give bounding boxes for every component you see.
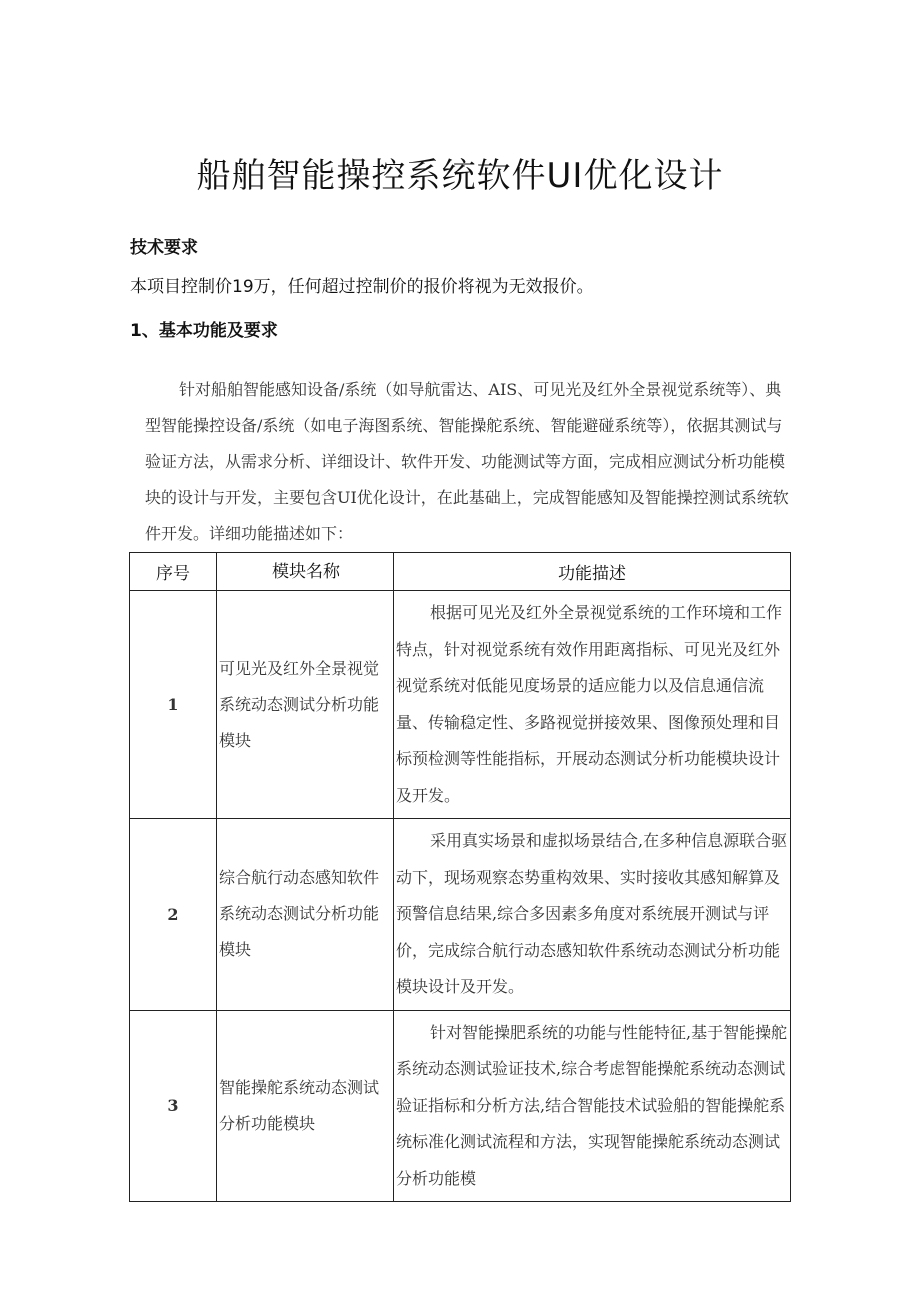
price-note: 本项目控制价19万，任何超过控制价的报价将视为无效报价。 xyxy=(130,277,594,297)
row-module-name: 可见光及红外全景视觉系统动态测试分析功能模块 xyxy=(217,591,394,819)
tech-requirements-heading: 技术要求 xyxy=(130,238,198,258)
row-module-name: 智能操舵系统动态测试分析功能模块 xyxy=(217,1010,394,1202)
row-description: 根据可见光及红外全景视觉系统的工作环境和工作特点，针对视觉系统有效作用距离指标、可见光及红外视觉系统对低能见度场景的适应能力以及信息通信流量、传输稳定性、多路视觉拼接效果、图像预处理和目标预检测等性能指标，开展动态测试分析功能模块设计及开发。 xyxy=(394,591,791,819)
row-number: 2 xyxy=(130,819,217,1011)
table-row xyxy=(130,1010,791,1202)
function-table xyxy=(129,552,791,1202)
header-description: 功能描述 xyxy=(394,553,791,591)
table-row xyxy=(130,591,791,819)
row-description: 针对智能操肥系统的功能与性能特征,基于智能操舵系统动态测试验证技术,综合考虑智能操舵系统动态测试验证指标和分析方法,结合智能技术试验船的智能操舵系统标准化测试流程和方法，实现智能操舵系统动态测试分析功能模 xyxy=(394,1010,791,1202)
row-description: 采用真实场景和虚拟场景结合,在多种信息源联合驱动下，现场观察态势重构效果、实时接收其感知解算及预警信息结果,综合多因素多角度对系统展开测试与评价，完成综合航行动态感知软件系统动态测试分析功能模块设计及开发。 xyxy=(394,819,791,1011)
header-module-name: 模块名称 xyxy=(217,553,394,591)
table-header-row xyxy=(130,553,791,591)
intro-paragraph: 针对船舶智能感知设备/系统（如导航雷达、AIS、可见光及红外全景视觉系统等）、典型智能操控设备/系统（如电子海图系统、智能操舵系统、智能避碰系统等），依据其测试与验证方法，从需求分析、详细设计、软件开发、功能测试等方面，完成相应测试分析功能模块的设计与开发，主要包含UI优化设计，在此基础上，完成智能感知及智能操控测试系统软件开发。详细功能描述如下： xyxy=(145,380,789,543)
table-row xyxy=(130,819,791,1011)
document-title: 船舶智能操控系统软件UI优化设计 xyxy=(196,156,724,196)
header-number: 序号 xyxy=(130,553,217,591)
row-number: 3 xyxy=(130,1010,217,1202)
row-number: 1 xyxy=(130,591,217,819)
section-heading: 1、基本功能及要求 xyxy=(130,321,278,341)
row-module-name: 综合航行动态感知软件系统动态测试分析功能模块 xyxy=(217,819,394,1011)
